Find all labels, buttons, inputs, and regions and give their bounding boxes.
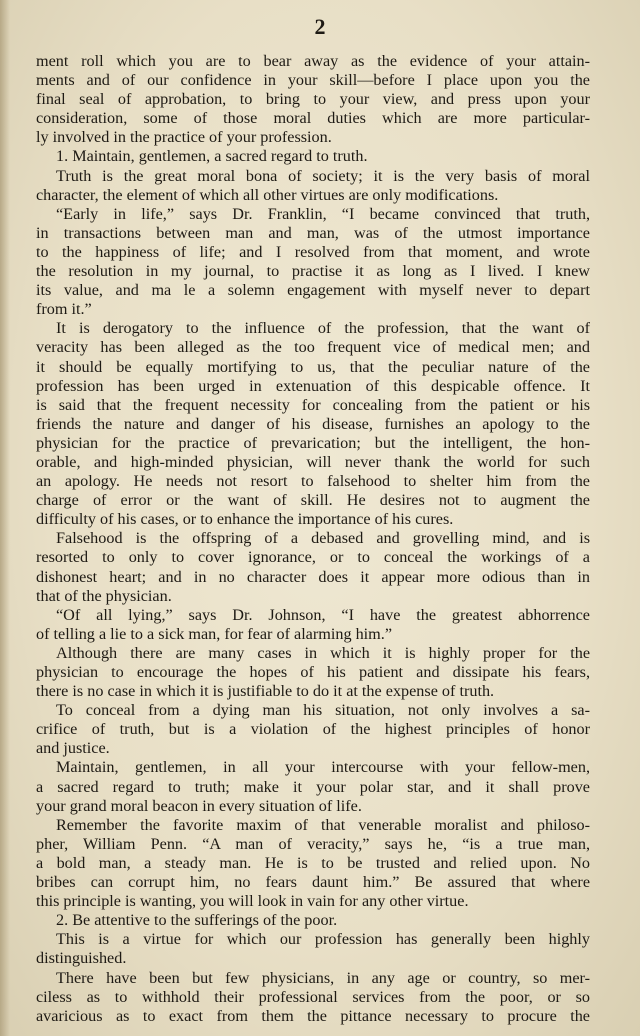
text-line: Maintain, gentlemen, in all your intercourse with your fellow-men,	[56, 758, 590, 777]
text-line: in transactions between man and man, was of the utmost importance	[36, 223, 590, 242]
text-line: Truth is the great moral bona of society; it is the very basis of moral	[56, 166, 590, 185]
text-line: bribes can corrupt him, no fears daunt him.” Be assured that where	[36, 873, 590, 892]
text-line: it should be equally mortifying to us, that the peculiar nature of the	[36, 357, 590, 376]
text-line: its value, and ma le a solemn engagement with myself never to depart	[36, 281, 590, 300]
text-line: from it.”	[36, 300, 92, 319]
text-line: charge of error or the want of skill. He desires not to augment the	[36, 491, 590, 510]
text-line: crifice of truth, but is a violation of the highest principles of honor	[36, 720, 590, 739]
text-line: Remember the favorite maxim of that venerable moralist and philoso-	[56, 815, 590, 834]
text-line: 1. Maintain, gentlemen, a sacred regard to truth.	[56, 147, 368, 166]
text-line: that of the physician.	[36, 586, 172, 605]
text-line: There have been but few physicians, in any age or country, so mer-	[56, 968, 590, 987]
text-line: To conceal from a dying man his situation, not only involves a sa-	[56, 701, 590, 720]
text-line: difficulty of his cases, or to enhance the importance of his cures.	[36, 510, 454, 529]
text-line: avaricious as to exact from them the pittance necessary to procure the	[36, 1006, 590, 1025]
text-line: a sacred regard to truth; make it your polar star, and it shall prove	[36, 777, 590, 796]
text-line: final seal of approbation, to bring to your view, and press upon your	[36, 90, 590, 109]
text-line: Falsehood is the offspring of a debased and grovelling mind, and is	[56, 529, 590, 548]
text-line: character, the element of which all other virtues are only modifications.	[36, 185, 499, 204]
text-line: This is a virtue for which our profession has generally been highly	[56, 930, 590, 949]
text-line: ciless as to withhold their professional services from the poor, or so	[36, 987, 590, 1006]
text-line: Although there are many cases in which it is highly proper for the	[56, 643, 590, 662]
text-line: this principle is wanting, you will look in vain for any other virtue.	[36, 892, 469, 911]
text-line: dishonest heart; and in no character does it appear more odious than in	[36, 567, 590, 586]
text-line: orable, and high-minded physician, will never thank the world for such	[36, 452, 590, 471]
text-line: is said that the frequent necessity for concealing from the patient or his	[36, 395, 590, 414]
text-line: of telling a lie to a sick man, for fear of alarming him.”	[36, 624, 392, 643]
text-line: It is derogatory to the influence of the profession, that the want of	[56, 319, 590, 338]
text-line: “Of all lying,” says Dr. Johnson, “I have the greatest abhorrence	[56, 605, 590, 624]
text-line: profession has been urged in extenuation of this despicable offence. It	[36, 376, 590, 395]
text-line: there is no case in which it is justifiable to do it at the expense of truth.	[36, 682, 495, 701]
text-line: pher, William Penn. “A man of veracity,” says he, “is a true man,	[36, 834, 590, 853]
page-number: 2	[314, 14, 326, 39]
text-line: resorted to only to cover ignorance, or to conceal the workings of a	[36, 548, 590, 567]
page-binding-shadow	[0, 0, 10, 1036]
text-line: to the happiness of life; and I resolved from that moment, and wrote	[36, 242, 590, 261]
text-line: physician to encourage the hopes of his patient and dissipate his fears,	[36, 663, 590, 681]
text-line: distinguished.	[36, 949, 127, 968]
text-line: ly involved in the practice of your profession.	[36, 128, 332, 147]
text-line: and justice.	[36, 739, 110, 758]
text-line: an apology. He needs not resort to falsehood to shelter him from the	[36, 472, 590, 491]
text-line: 2. Be attentive to the sufferings of the poor.	[56, 911, 338, 930]
text-line: ments and of our confidence in your skill—before I place upon you the	[36, 71, 590, 90]
text-line: ment roll which you are to bear away as the evidence of your attain-	[36, 52, 590, 70]
text-line: physician for the practice of prevarication; but the intelligent, the hon-	[36, 433, 590, 452]
text-line: consideration, some of those moral duties which are more particular-	[36, 109, 590, 128]
text-line: your grand moral beacon in every situation of life.	[36, 796, 362, 815]
text-line: the resolution in my journal, to practise it as long as I lived. I knew	[36, 262, 590, 281]
text-line: a bold man, a steady man. He is to be trusted and relied upon. No	[36, 853, 590, 872]
text-line: veracity has been alleged as the too frequent vice of medical men; and	[36, 338, 590, 357]
body-text	[36, 52, 590, 1026]
text-line: friends the nature and danger of his disease, furnishes an apology to the	[36, 414, 590, 433]
text-line: “Early in life,” says Dr. Franklin, “I became convinced that truth,	[56, 204, 590, 223]
